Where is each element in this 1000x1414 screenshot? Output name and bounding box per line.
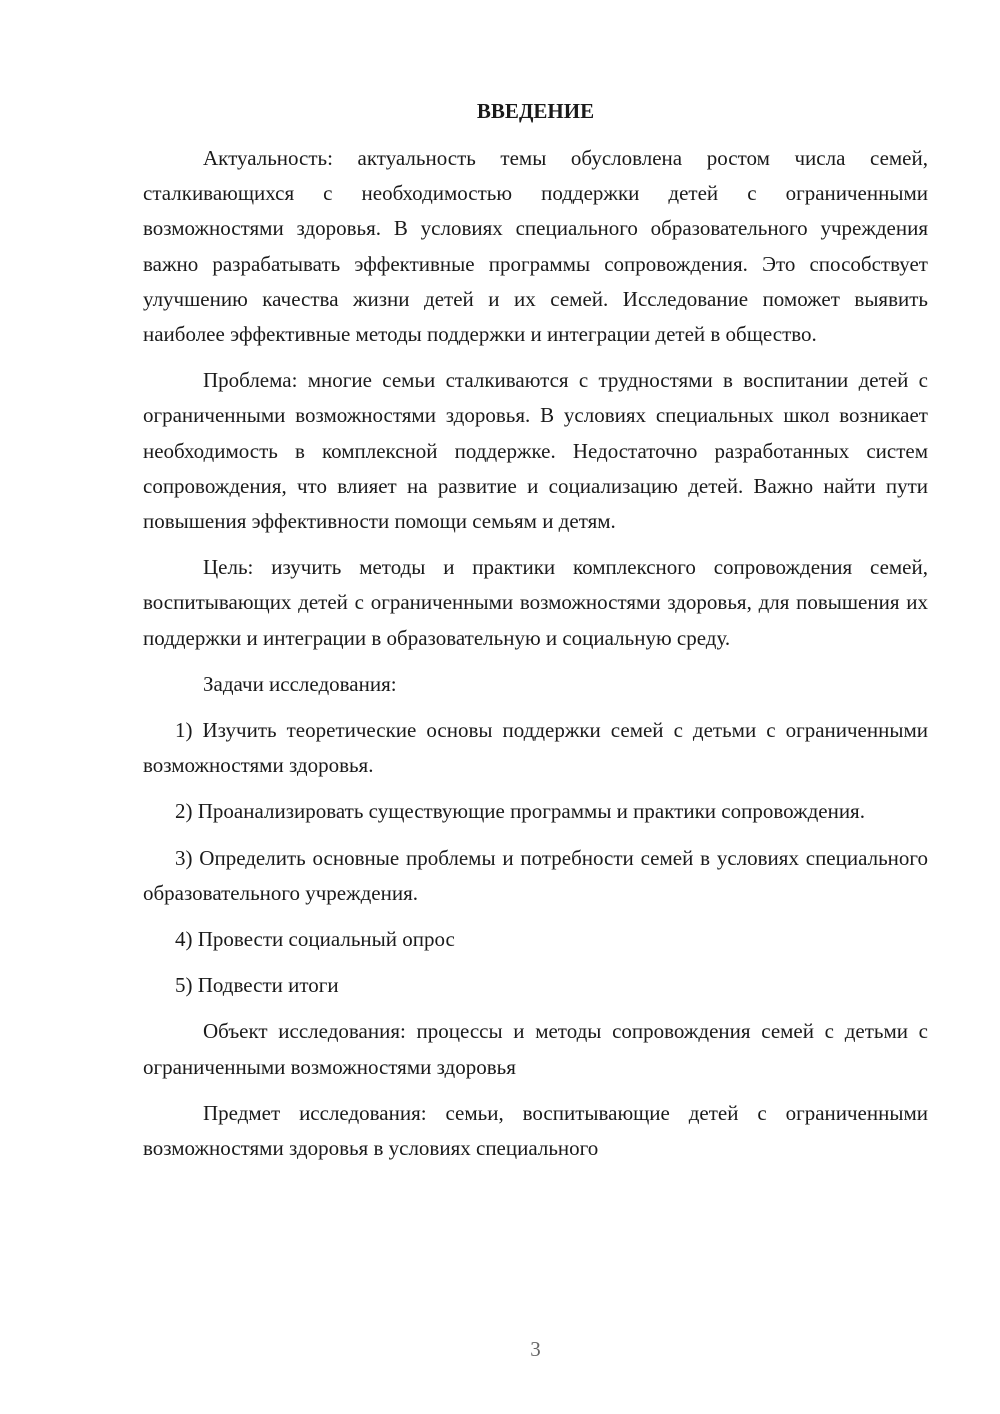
task-item-4: 4) Провести социальный опрос (175, 927, 455, 952)
task-item-3: 3) Определить основные проблемы и потребности семей в условиях специального образовательного учреждения. (143, 845, 928, 905)
document-body (143, 141, 928, 1177)
paragraph-relevance: Актуальность: актуальность темы обусловлена ростом числа семей, сталкивающихся с необходимостью поддержки детей с ограниченными возможностями здоровья. В условиях специального образовательного учреждения важно разрабатывать эффективные программы сопровождения. Это способствует улучшению качества жизни детей и их семей. Исследование поможет выявить наиболее эффективные методы поддержки и интеграции детей в общество. (143, 146, 928, 347)
paragraph-problem: Проблема: многие семьи сталкиваются с трудностями в воспитании детей с ограниченными возможностями здоровья. В условиях специальных школ возникает необходимость в комплексной поддержке. Недостаточно разработанных систем сопровождения, что влияет на развитие и социализацию детей. Важно найти пути повышения эффективности помощи семьям и детям. (143, 368, 928, 534)
page-number: 3 (530, 1337, 541, 1361)
paragraph-object: Объект исследования: процессы и методы сопровождения семей с детьми с ограниченными возможностями здоровья (143, 1019, 928, 1079)
task-item-1: 1) Изучить теоретические основы поддержки семей с детьми с ограниченными возможностями здоровья. (143, 718, 928, 778)
paragraph-tasks-heading: Задачи исследования: (203, 671, 397, 696)
paragraph-goal: Цель: изучить методы и практики комплексного сопровождения семей, воспитывающих детей с ограниченными возможностями здоровья, для повышения их поддержки и интеграции в образовательную и социальную среду. (143, 555, 928, 650)
document-page (143, 0, 928, 1414)
section-title: ВВЕДЕНИЕ (476, 99, 595, 123)
task-item-2: 2) Проанализировать существующие программы и практики сопровождения. (175, 799, 865, 824)
task-item-5: 5) Подвести итоги (175, 973, 339, 998)
paragraph-subject: Предмет исследования: семьи, воспитывающие детей с ограниченными возможностями здоровья в условиях специального (143, 1100, 928, 1161)
task-list (143, 713, 928, 1003)
